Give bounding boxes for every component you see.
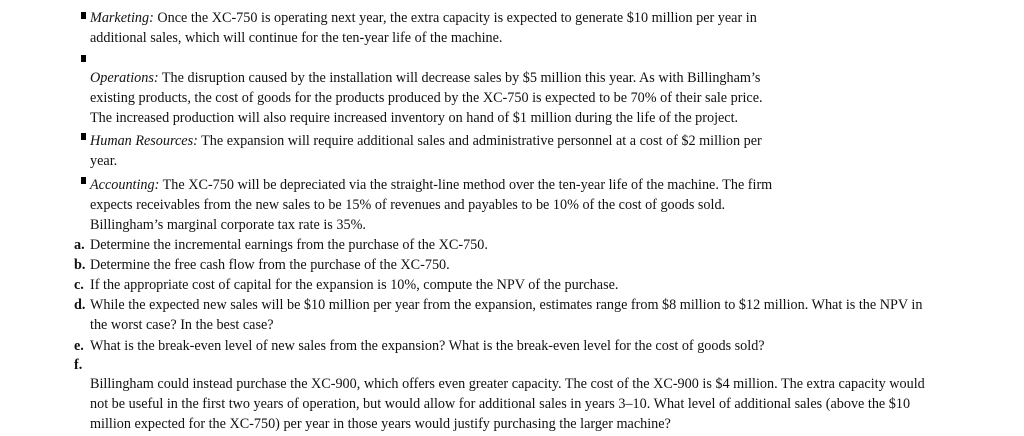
operations-lead: Operations: [90, 70, 159, 86]
question-d-text-1: While the expected new sales will be $10 million per year from the expansion, estimates range from $8 million to $12 million. What is the NPV in [90, 297, 923, 313]
operations-line-1: The disruption caused by the installation will decrease sales by $5 million this year. As with Billingham’s [158, 70, 761, 86]
marketing-lead: Marketing: [90, 10, 154, 26]
hr-line-1: The expansion will require additional sales and administrative personnel at a cost of $2 million per [197, 133, 762, 149]
question-letter-a: a. [74, 237, 85, 253]
question-letter-b: b. [74, 257, 86, 273]
question-f-text-2: not be useful in the first two years of operation, but would allow for additional sales in years 3–10. What level of additional sales (above the $10 [90, 396, 911, 412]
question-letter-e: e. [74, 338, 84, 354]
operations-line-3: The increased production will also require increased inventory on hand of $1 million during the life of the project. [90, 110, 739, 126]
bullet-marker [81, 12, 86, 19]
operations-line-2: existing products, the cost of goods for the products produced by the XC-750 is expected to be 70% of their sale price. [90, 90, 763, 106]
question-a-text: Determine the incremental earnings from the purchase of the XC-750. [90, 237, 488, 253]
accounting-line-3: Billingham’s marginal corporate tax rate is 35%. [90, 217, 366, 233]
question-c-text: If the appropriate cost of capital for the expansion is 10%, compute the NPV of the purchase. [90, 277, 619, 293]
question-d-text-2: the worst case? In the best case? [90, 317, 274, 333]
question-letter-d: d. [74, 297, 86, 313]
hr-paragraph [90, 131, 762, 151]
question-f-text-1: Billingham could instead purchase the XC-900, which offers even greater capacity. The cost of the XC-900 is $4 million. The extra capacity would [90, 376, 925, 392]
accounting-line-1: The XC-750 will be depreciated via the straight-line method over the ten-year life of the machine. The firm [159, 177, 773, 193]
question-e-text: What is the break-even level of new sales from the expansion? What is the break-even level for the cost of goods sold? [90, 338, 765, 354]
question-b-text: Determine the free cash flow from the purchase of the XC-750. [90, 257, 450, 273]
question-letter-c: c. [74, 277, 84, 293]
bullet-marker [81, 55, 86, 62]
hr-line-2: year. [90, 153, 118, 169]
accounting-lead: Accounting: [90, 177, 160, 193]
accounting-paragraph [90, 175, 772, 195]
marketing-paragraph [90, 8, 757, 28]
hr-lead: Human Resources: [90, 133, 198, 149]
question-letter-f: f. [74, 357, 83, 373]
marketing-line-1: Once the XC-750 is operating next year, the extra capacity is expected to generate $10 million per year in [153, 10, 757, 26]
accounting-line-2: expects receivables from the new sales to be 15% of revenues and payables to be 10% of the cost of goods sold. [90, 197, 726, 213]
question-f-text-3: million expected for the XC-750) per year in those years would justify purchasing the larger machine? [90, 416, 671, 432]
operations-paragraph [90, 68, 760, 88]
bullet-marker [81, 177, 86, 184]
bullet-marker [81, 133, 86, 140]
marketing-line-2: additional sales, which will continue for the ten-year life of the machine. [90, 30, 503, 46]
